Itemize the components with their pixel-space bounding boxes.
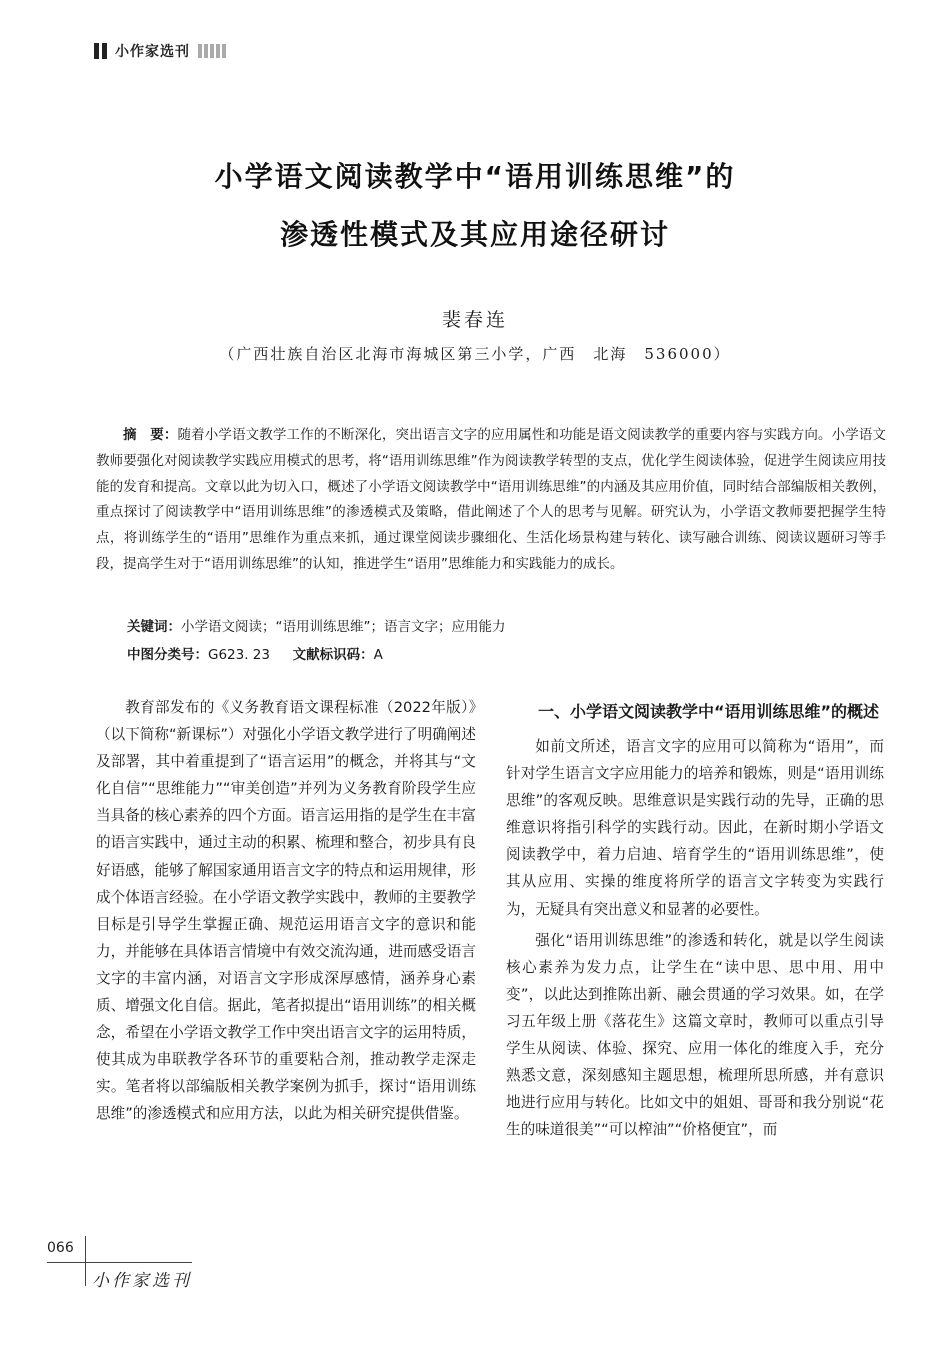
- abstract-label: 摘 要：: [123, 427, 178, 443]
- body-column-right: [506, 696, 884, 1147]
- classification: [127, 643, 383, 663]
- clc-value: G623. 23: [208, 647, 270, 663]
- article-title-line2: 渗透性模式及其应用途径研讨: [279, 218, 670, 251]
- doc-code-label: 文献标识码：: [292, 647, 374, 663]
- section-paragraph-1: 如前文所述，语言文字的应用可以简称为“语用”，而针对学生语言文字应用能力的培养和锻炼，则是“语用训练思维”的客观反映。思维意识是实践行动的先导，正确的思维意识将指引科学的实践行动。因此，在新时期小学语文阅读教学中，着力启迪、培育学生的“语用训练思维”，使其从应用、实操的维度将所学的语言文字转变为实践行为，无疑具有突出意义和显著的必要性。: [506, 738, 884, 918]
- footer-vertical-rule: [85, 1236, 86, 1286]
- article-title-line1: 小学语文阅读教学中“语用训练思维”的: [214, 160, 736, 193]
- intro-paragraph: 教育部发布的《义务教育语文课程标准（2022年版）》（以下简称“新课标”）对强化小学语文教学进行了明确阐述及部署，其中着重提到了“语言运用”的概念，并将其与“文化自信”“思维能力”“审美创造”并列为义务教育阶段学生应当具备的核心素养的四个方面。语言运用指的是学生在丰富的语言实践中，通过主动的积累、梳理和整合，初步具有良好语感，能够了解国家通用语言文字的特点和运用规律，形成个体语言经验。在小学语文教学实践中，教师的主要教学目标是引导学生掌握正确、规范运用语言文字的意识和能力，并能够在具体语言情境中有效交流沟通，进而感受语言文字的丰富内涵，对语言文字形成深厚感情，涵养身心素质、增强文化自信。据此，笔者拟提出“语用训练”的相关概念，希望在小学语文教学工作中突出语言文字的运用特质，使其成为串联教学各环节的重要粘合剂，推动教学走深走实。笔者将以部编版相关教学案例为抓手，探讨“语用训练思维”的渗透模式和应用方法，以此为相关研究提供借鉴。: [96, 699, 476, 1123]
- journal-header: [94, 40, 226, 62]
- author-affiliation: （广西壮族自治区北海市海城区第三小学，广西 北海 536000）: [219, 345, 731, 363]
- section-paragraph-2: 强化“语用训练思维”的渗透和转化，就是以学生阅读核心素养为发力点，让学生在“读中思、思中用、用中变”，以此达到推陈出新、融会贯通的学习效果。如，在学习五年级上册《落花生》这篇文章时，教师可以重点引导学生从阅读、体验、探究、应用一体化的维度入手，充分熟悉文意，深刻感知主题思想，梳理所思所感，并有意识地进行应用与转化。比如文中的姐姐、哥哥和我分别说“花生的味道很美”“可以榨油”“价格便宜”，而: [506, 931, 884, 1139]
- clc-label: 中图分类号：: [127, 647, 208, 663]
- header-stripes-icon: [198, 44, 226, 58]
- doc-code-value: A: [373, 647, 383, 663]
- keywords-label: 关键词：: [127, 619, 181, 635]
- keywords-text: 小学语文阅读；“语用训练思维”；语言文字；应用能力: [181, 619, 506, 635]
- abstract: [96, 423, 886, 578]
- keywords: [127, 615, 506, 635]
- author-name: 裴春连: [441, 309, 508, 331]
- journal-name: 小作家选刊: [115, 44, 190, 60]
- body-column-left: [96, 694, 476, 1128]
- footer-horizontal-rule: [47, 1262, 192, 1263]
- section-heading: 一、小学语文阅读教学中“语用训练思维”的概述: [538, 702, 880, 721]
- abstract-text: 随着小学语文教学工作的不断深化，突出语言文字的应用属性和功能是语文阅读教学的重要内容与实践方向。小学语文教师要强化对阅读教学实践应用模式的思考，将“语用训练思维”作为阅读教学转型的支点，优化学生阅读体验，促进学生阅读应用技能的发育和提高。文章以此为切入口，概述了小学语文阅读教学中“语用训练思维”的内涵及其应用价值，同时结合部编版相关教例，重点探讨了阅读教学中“语用训练思维”的渗透模式及策略，借此阐述了个人的思考与见解。研究认为，小学语文教师要把握学生特点，将训练学生的“语用”思维作为重点来抓，通过课堂阅读步骤细化、生活化场景构建与转化、读写融合训练、阅读议题研习等手段，提高学生对于“语用训练思维”的认知，推进学生“语用”思维能力和实践能力的成长。: [96, 427, 887, 572]
- header-bars-icon: [94, 43, 107, 59]
- journal-logo: 小作家选刊: [92, 1271, 192, 1291]
- page-number: 066: [47, 1240, 74, 1256]
